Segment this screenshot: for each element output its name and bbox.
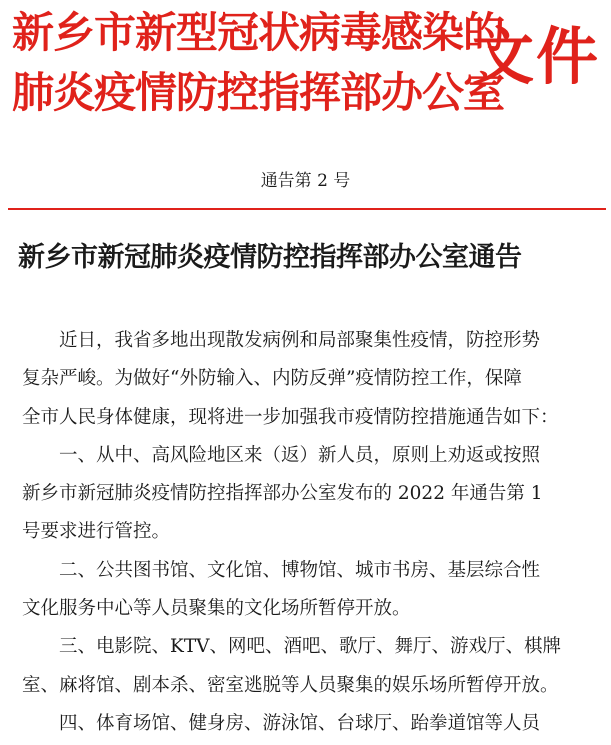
paragraph-line: 四、体育场馆、健身房、游泳馆、台球厅、跆拳道馆等人员 <box>59 712 541 734</box>
document-title: 新乡市新冠肺炎疫情防控指挥部办公室通告 <box>18 242 522 273</box>
paragraph-line: 一、从中、高风险地区来（返）新人员，原则上劝返或按照 <box>59 444 541 466</box>
document-body <box>22 322 607 743</box>
document-header <box>0 0 611 150</box>
paragraph-line: 室、麻将馆、剧本杀、密室逃脱等人员聚集的娱乐场所暂停开放。 <box>22 674 559 696</box>
paragraph-line: 号要求进行管控。 <box>22 521 171 543</box>
paragraph-line: 全市人民身体健康，现将进一步加强我市疫情防控措施通告如下： <box>22 406 559 428</box>
issuer-name-line-1: 新乡市新型冠状病毒感染的 <box>12 8 505 57</box>
paragraph-line: 文化服务中心等人员聚集的文化场所暂停开放。 <box>22 598 411 620</box>
red-divider <box>8 208 606 210</box>
paragraph-line: 近日，我省多地出现散发病例和局部聚集性疫情，防控形势 <box>59 330 541 351</box>
paragraph-line: 三、电影院、KTV、网吧、酒吧、歌厅、舞厅、游戏厅、棋牌 <box>59 636 562 658</box>
paragraph-line: 二、公共图书馆、文化馆、博物馆、城市书房、基层综合性 <box>59 559 541 581</box>
issuer-name-line-2: 肺炎疫情防控指挥部办公室 <box>12 68 505 117</box>
document-label: 文件 <box>472 20 601 93</box>
notice-number: 通告第 2 号 <box>260 171 351 191</box>
paragraph-line: 复杂严峻。为做好“外防输入、内防反弹”疫情防控工作，保障 <box>22 368 522 390</box>
paragraph-line: 新乡市新冠肺炎疫情防控指挥部办公室发布的 2022 年通告第 1 <box>22 483 543 505</box>
